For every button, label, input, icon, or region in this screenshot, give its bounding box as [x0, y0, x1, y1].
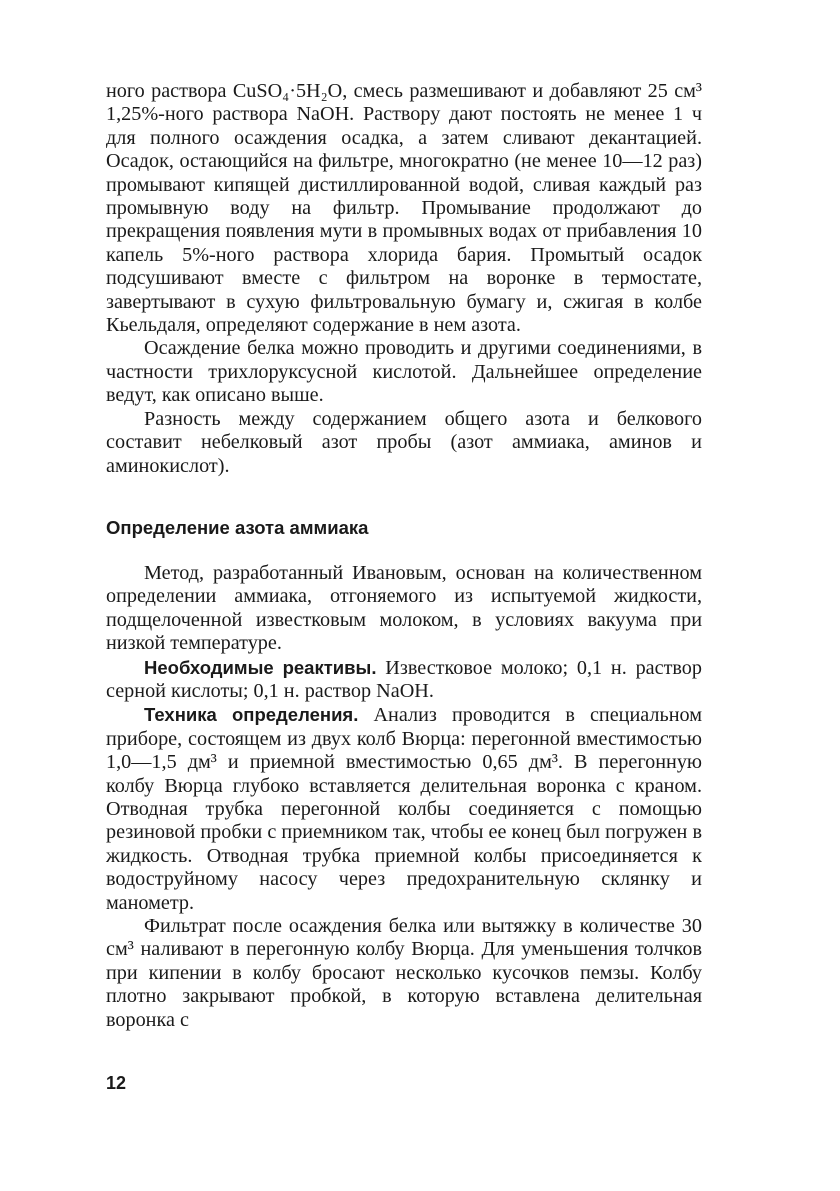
page-number: 12: [106, 1073, 127, 1093]
reagents-label: Необходимые реактивы.: [144, 656, 377, 678]
paragraph-reagents: [106, 656, 702, 704]
paragraph-filtration: ного раствора CuSO₄·5H₂O, смесь размешивают и добавляют 25 см³ 1,25%-ного раствора NaOH. Раствору дают постоять не менее 1 ч для полного осаждения осадка, а затем сливают декантацией. Осадок, остающийся на фильтре, многократно (не менее 10—12 раз) промывают кипящей дистиллированной водой, сливая каждый раз промывную воду на фильтр. Промывание продолжают до прекращения появления мути в промывных водах от прибавления 10 капель 5%-ного раствора хлорида бария. Промытый осадок подсушивают вместе с фильтром на воронке в термостате, завертывают в сухую фильтровальную бумагу и, сжигая в колбе Кьельдаля, определяют содержание в нем азота.: [106, 80, 702, 337]
technique-label: Техника определения.: [144, 704, 359, 726]
paragraph-filtrate: Фильтрат после осаждения белка или вытяжку в количестве 30 см³ наливают в перегонную колбу Вюрца. Для уменьшения толчков при кипении в колбу бросают несколько кусочков пемзы. Колбу плотно закрывают пробкой, в которую вставлена делительная воронка с: [106, 915, 702, 1031]
section-heading: Определение азота аммиака: [106, 516, 369, 538]
reagents-text: Известковое молоко; 0,1 н. раствор серной кислоты; 0,1 н. раствор NaOH.: [106, 656, 702, 702]
paragraph-nonprotein-nitrogen: Разность между содержанием общего азота и белкового составит небелковый азот пробы (азот аммиака, аминов и аминокислот).: [106, 407, 702, 477]
paragraph-technique: [106, 703, 702, 915]
technique-text: Анализ проводится в специальном приборе, состоящем из двух колб Вюрца: перегонной вместимостью 1,0—1,5 дм³ и приемной вместимостью 0,65 дм³. В перегонную колбу Вюрца глубоко вставляется делительная воронка с краном. Отводная трубка перегонной колбы соединяется с помощью резиновой пробки с приемником так, чтобы ее конец был погружен в жидкость. Отводная трубка приемной колбы присоединяется к водоструйному насосу через предохранительную склянку и манометр.: [106, 704, 702, 914]
paragraph-precipitation: Осаждение белка можно проводить и другими соединениями, в частности трихлоруксусной кислотой. Дальнейшее определение ведут, как описано выше.: [106, 337, 702, 407]
paragraph-method: Метод, разработанный Ивановым, основан на количественном определении аммиака, отгоняемого из испытуемой жидкости, подщелоченной известковым молоком, в условиях вакуума при низкой температуре.: [106, 561, 702, 655]
page-body: [106, 80, 702, 1032]
